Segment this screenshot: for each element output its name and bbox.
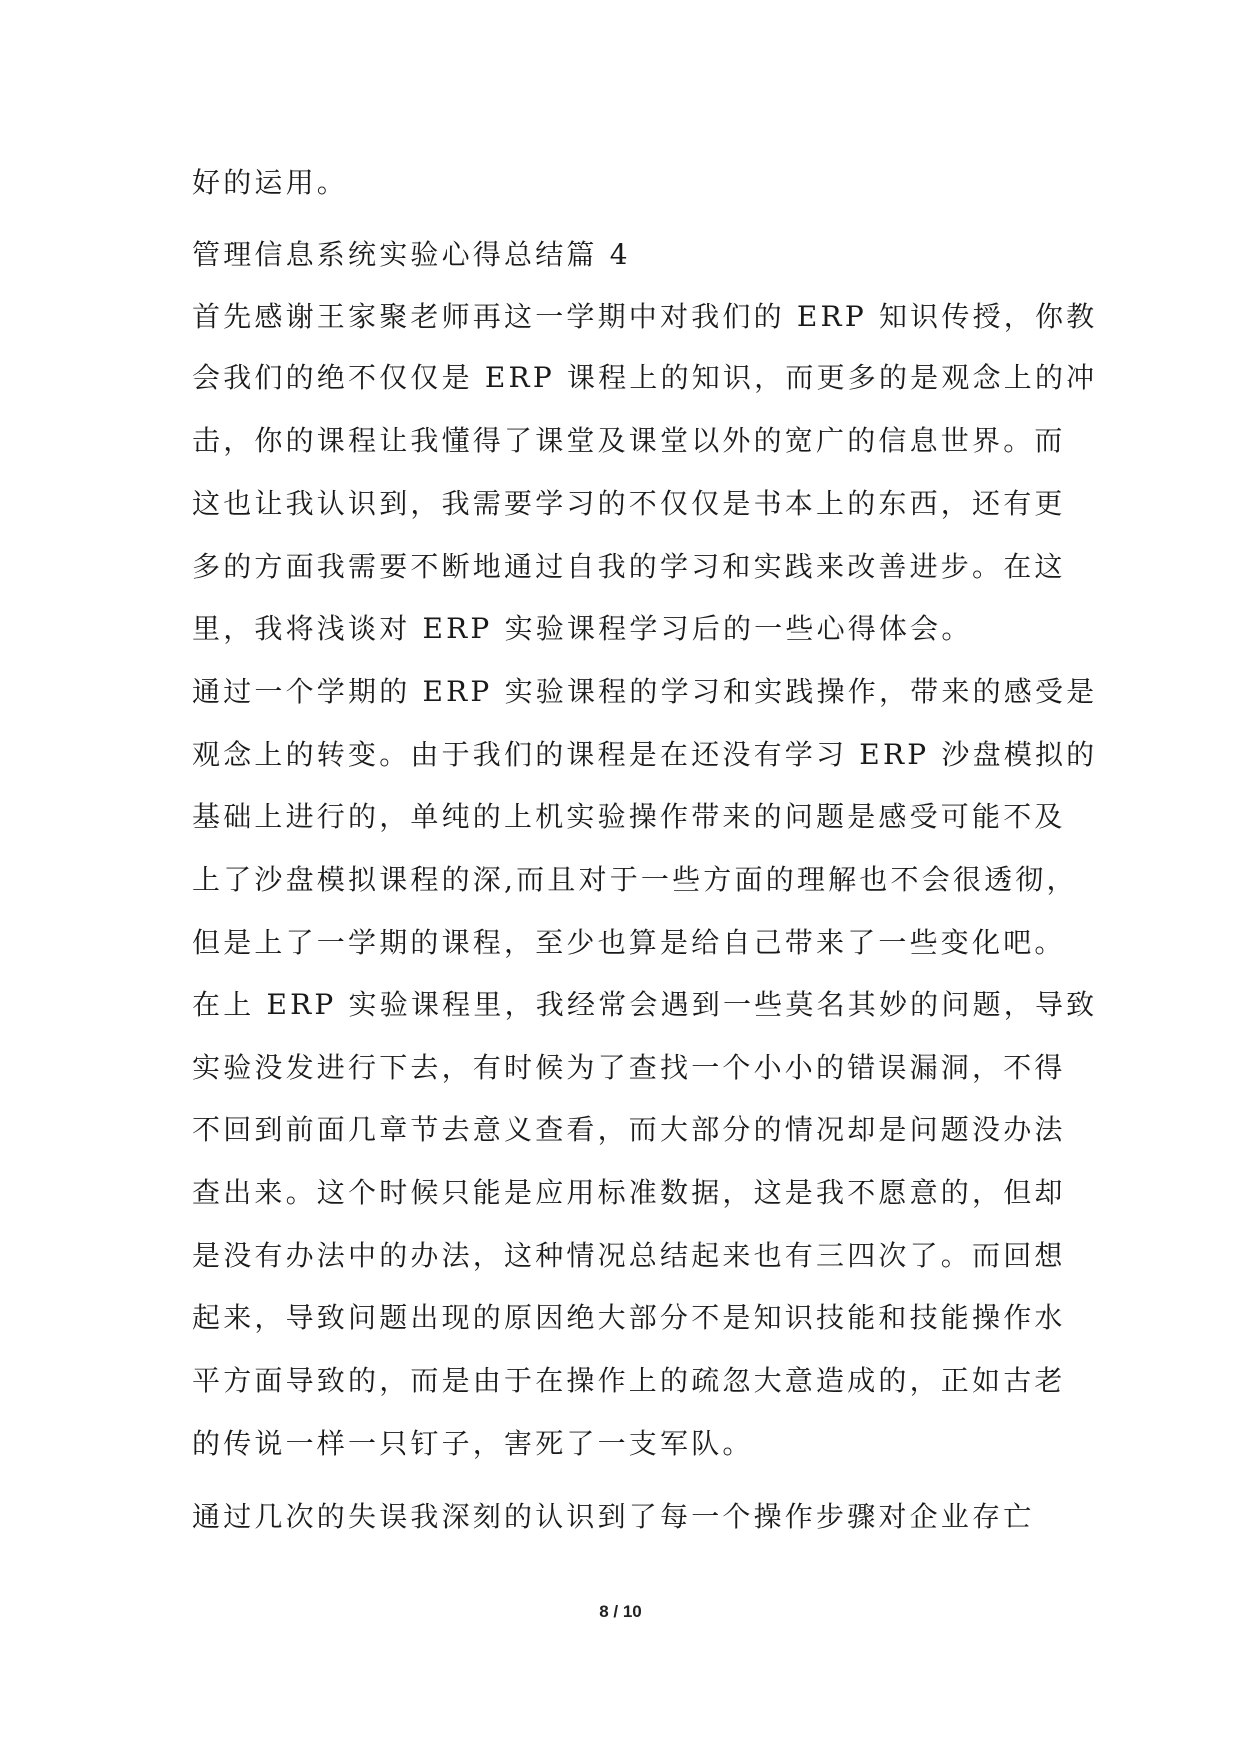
text-line-14: 在上 ERP 实验课程里，我经常会遇到一些莫名其妙的问题，导致	[192, 988, 1098, 1021]
text-line-5: 击，你的课程让我懂得了课堂及课堂以外的宽广的信息世界。而	[192, 424, 1066, 457]
text-line-20: 平方面导致的，而是由于在操作上的疏忽大意造成的，正如古老	[192, 1364, 1066, 1397]
text-line-9: 通过一个学期的 ERP 实验课程的学习和实践操作，带来的感受是	[192, 675, 1098, 708]
text-line-10: 观念上的转变。由于我们的课程是在还没有学习 ERP 沙盘模拟的	[192, 738, 1098, 771]
text-line-4: 会我们的绝不仅仅是 ERP 课程上的知识，而更多的是观念上的冲	[192, 361, 1098, 394]
text-line-17: 查出来。这个时候只能是应用标准数据，这是我不愿意的，但却	[192, 1176, 1066, 1209]
text-line-18: 是没有办法中的办法，这种情况总结起来也有三四次了。而回想	[192, 1239, 1066, 1272]
text-line-12: 上了沙盘模拟课程的深,而且对于一些方面的理解也不会很透彻，	[192, 863, 1078, 896]
text-line-15: 实验没发进行下去，有时候为了查找一个小小的错误漏洞，不得	[192, 1051, 1066, 1084]
text-line-13: 但是上了一学期的课程，至少也算是给自己带来了一些变化吧。	[192, 926, 1066, 959]
text-line-1: 好的运用。	[192, 166, 349, 199]
text-line-22: 通过几次的失误我深刻的认识到了每一个操作步骤对企业存亡	[192, 1500, 1035, 1533]
text-line-6: 这也让我认识到，我需要学习的不仅仅是书本上的东西，还有更	[192, 487, 1066, 520]
text-line-11: 基础上进行的，单纯的上机实验操作带来的问题是感受可能不及	[192, 800, 1066, 833]
text-line-19: 起来，导致问题出现的原因绝大部分不是知识技能和技能操作水	[192, 1301, 1066, 1334]
text-line-21: 的传说一样一只钉子，害死了一支军队。	[192, 1427, 754, 1460]
text-line-8: 里，我将浅谈对 ERP 实验课程学习后的一些心得体会。	[192, 612, 973, 645]
text-line-16: 不回到前面几章节去意义查看，而大部分的情况却是问题没办法	[192, 1113, 1066, 1146]
section-heading: 管理信息系统实验心得总结篇 4	[192, 238, 631, 271]
text-line-3: 首先感谢王家聚老师再这一学期中对我们的 ERP 知识传授，你教	[192, 300, 1098, 333]
text-line-7: 多的方面我需要不断地通过自我的学习和实践来改善进步。在这	[192, 550, 1066, 583]
page-number: 8 / 10	[599, 1602, 642, 1621]
